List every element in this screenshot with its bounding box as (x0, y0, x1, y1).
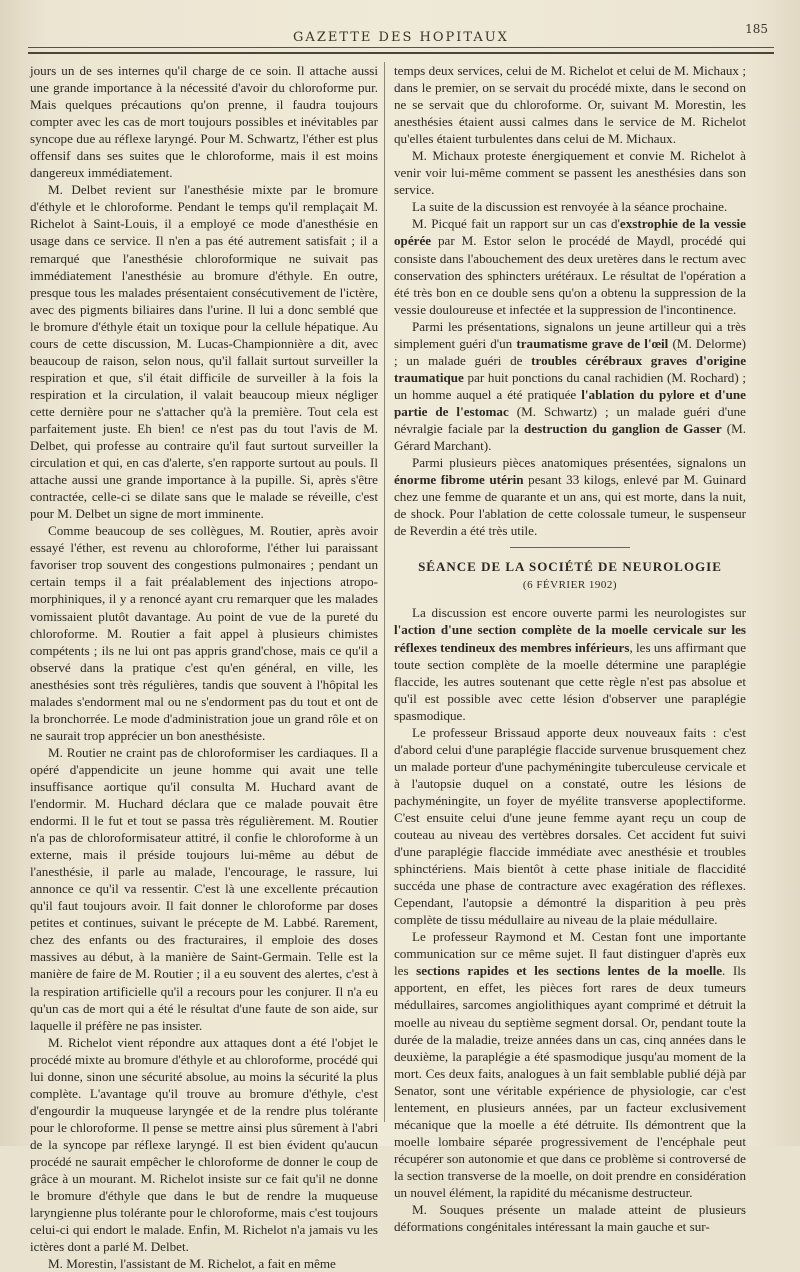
bold-term: l'ablation du pylore et d'une partie de l'estomac (394, 386, 746, 419)
bold-term: l'action d'une section complète de la moelle cervicale sur les réflexes tendineux des membres inférieurs (394, 622, 746, 655)
header-rule-thin (28, 47, 774, 48)
paragraph-neuro-4: M. Souques présente un malade atteint de plusieurs déformations congénitales intéressant la main gauche et sur- (394, 1202, 746, 1235)
page-number: 185 (745, 22, 768, 36)
bold-term: sections rapides et les sections lentes de la moelle (416, 963, 723, 979)
paragraph-picque: M. Picqué fait un rapport sur un cas d'exstrophie de la vessie opérée par M. Estor selon le procédé de Maydl, procédé qui consiste dans l'abouchement des deux uretères dans le rectum avec conservation des sphincters urétéraux. Le résultat de l'opération a été très bon en ce double sens qu'on a obtenu la suppression de la vessie douloureuse et infectée et la suppression de l'incontinence. (394, 216, 746, 317)
journal-title: GAZETTE DES HOPITAUX (293, 30, 509, 45)
paragraph: M. Routier ne craint pas de chloroformiser les cardiaques. Il a opéré d'appendicite un jeune homme qui avait une telle insuffisance aortique qu'il consulta M. Huchard avant de l'endormir. M. Huchard déclara que ce malade pouvait être endormi. Il le fut et tout se passa très régulièrement. M. Routier n'a pas de chloroformisateur attitré, il confie le chloroforme à un externe, mais il préside toujours lui-même au début de l'anesthésie, il parle au malade, l'encourage, le rassure, lui annonce ce qu'il va ressentir. C'est là une excellente précaution qu'il faut toujours avoir. Il fait donner le chloroforme par doses petites et continues, suivant le précepte de M. Labbé. Rarement, chez des enfants ou des fracturaires, il emploie des doses massives au début, à la manière de Saint-Germain. Telle est la manière de faire de M. Routier ; il a eu souvent des alertes, c'est à la respiration artificielle qu'il a recours pour les conjurer. Il n'a eu qu'un cas de mort qui a été le résultat d'une faute de son aide, sur laquelle il préfère ne pas insister. (30, 744, 378, 1033)
paragraph: jours un de ses internes qu'il charge de ce soin. Il attache aussi une grande importance à la nécessité d'avoir du chloroforme pur. Mais quelques précautions qu'on prenne, il faudra toujours compter avec les cas de mort toujours possibles et inévitables par syncope due au réflexe laryngé. Pour M. Schwartz, l'éther est plus offensif dans ses suites que le chloroforme, mais il est moins dangereux immédiatement. (30, 63, 378, 181)
paragraph-neuro-2: Le professeur Brissaud apporte deux nouveaux faits : c'est d'abord celui d'une paraplégie flaccide survenue brusquement chez un malade porteur d'une pachyméningite tuberculeuse cervicale et à l'autopsie duquel on a constaté, outre les lésions de pachyméningite, un foyer de myélite transverse apoplectiforme. C'est ensuite celui d'une jeune femme ayant reçu un coup de couteau au niveau des vertèbres dorsales. Cet accident fut suivi d'une paraplégie flaccide immédiate avec anesthésie et troubles sphinctériens. Mais bientôt à cette phase initiale de flaccidité succéda une phase de contracture avec exagération des réflexes. Cependant, l'autopsie a démontré la disparition à peu près complète de tissu médullaire au niveau de la plaie médullaire. (394, 724, 746, 928)
bold-term: troubles cérébraux graves d'origine traumatique (394, 352, 747, 385)
section-date: (6 FÉVRIER 1902) (522, 579, 618, 592)
paragraph: M. Delbet revient sur l'anesthésie mixte par le bromure d'éthyle et le chloroforme. Pendant le temps qu'il remplaçait M. Richelot à Saint-Louis, il a employé ce mode d'anesthésie en usage dans ce service. Il n'en a pas été autrement satisfait ; il a remarqué que l'anesthésie chloroformique ne suivait pas immédiatement l'anesthésie au bromure d'éthyle. En outre, presque tous les malades présentaient consécutivement de l'ictère, avec des pigments biliaires dans l'urine. Il lui a donc semblé que le bromure d'éthyle était un toxique pour la cellule hépatique. Au cours de cette discussion, M. Lucas-Championnière a dit, avec beaucoup de raison, selon nous, qu'il fallait surtout surveiller la respiration et que, s'il était difficile de surveiller à la fois la respiration et la circulation, il valait beaucoup mieux négliger cette dernière pour ne s'attacher qu'à la première. Tout cela est parfaitement juste. Eh bien! ce n'est pas du tout l'avis de M. Delbet, qui professe au contraire qu'il faut surtout surveiller la circulation et qui, en cas d'alerte, s'en rapporte surtout au pouls. Il attache aussi une grande importance à la pupille. Si, après s'être contractée, celle-ci se dilate sans que le malade se réveille, c'est pour M. Delbet un signe de mort imminente. (30, 182, 378, 522)
page-header (28, 20, 774, 64)
paragraph: M. Michaux proteste énergiquement et convie M. Richelot à venir voir lui-même comment se passent les anesthésies dans son service. (394, 148, 746, 198)
header-rule-thick (28, 52, 774, 54)
paragraph: La suite de la discussion est renvoyée à la séance prochaine. (412, 199, 728, 215)
paragraph: Comme beaucoup de ses collègues, M. Routier, après avoir essayé l'éther, est revenu au chloroforme, l'éther lui paraissant favoriser trop souvent des congestions pulmonaires ; pendant un certain temps il a fait préalablement des injections atropo-morphiniques, il y a renoncé ayant cru remarquer que les malades vomissaient plutôt davantage. Au point de vue de la pureté du chloroforme. M. Routier a fait appel à plusieurs chimistes compétents ; ils ne lui ont pas appris grand'chose, mais ce qu'il a observé dans la pratique c'est qu'en général, en ville, les anesthésies sont très régulières, tandis que souvent à l'hôpital les malades s'endorment mal ou ne s'endorment pas du tout et ont de la bronchorrée. Le mode d'administration joue un grand rôle et on ne saurait trop apprécier un bon anesthésiste. (30, 523, 378, 743)
section-title: SÉANCE DE LA SOCIÉTÉ DE NEUROLOGIE (418, 559, 722, 575)
bold-term: énorme fibrome utérin (394, 472, 524, 488)
bold-term: traumatisme grave de l'œil (516, 335, 669, 351)
right-column (394, 62, 746, 1235)
bold-term: exstrophie de la vessie opérée (394, 216, 746, 249)
left-column (30, 62, 378, 1272)
paragraph: M. Richelot vient répondre aux attaques dont a été l'objet le procédé mixte au bromure d'éthyle et au chloroforme, procédé qui lui donne, sinon une sécurité absolue, au moins la sécurité la plus complète. L'avantage qu'il trouve au bromure d'éthyle, c'est d'engourdir la muqueuse laryngée et de la rendre plus tolérante pour le chloroforme. Il pense se mettre ainsi plus sûrement à l'abri de la syncope par réflexe laryngé. Il est bien évident qu'aucun procédé ne saurait empêcher le chloroforme de donner le coup de grâce à un mourant. M. Richelot insiste sur ce fait qu'il ne donne le bromure d'éthyle que dans le but de rendre la muqueuse laryngienne plus tolérante pour le chloroforme, mais c'est toujours celui-ci qui endort le malade. Enfin, M. Richelot n'a jamais vu les ictères dont a parlé M. Delbet. (30, 1034, 378, 1255)
paragraph-neuro-1: La discussion est encore ouverte parmi les neurologistes sur l'action d'une section complète de la moelle cervicale sur les réflexes tendineux des membres inférieurs, les uns affirmant que toute section complète de la moelle détermine une paraplégie flaccide, les autres soutenant que cette règle n'est pas absolue et qu'il est possible avec cette lésion d'observer une paraplégie spasmodique. (394, 605, 747, 723)
paragraph-neuro-3: Le professeur Raymond et M. Cestan font une importante communication sur ce même sujet. Il faut distinguer d'après eux les sections rapides et les sections lentes de la moelle. Ils apportent, en effet, les pièces fort rares de deux tumeurs médullaires, sarcomes angiolithiques ayant comprimé et détruit la moelle au niveau du septième segment dorsal. Or, pendant toute la durée de la maladie, treize années dans un cas, cinq années dans le deuxième, la paraplégie a été spasmodique jusqu'au moment de la mort. Ces deux faits, analogues à un fait semblable publié déjà par Senator, sont une véritable expérience de physiologie, car c'est lentement, en plusieurs années, par un facteur exclusivement mécanique que la moelle a été détruite. Ils démontrent que la moelle lombaire séparée progressivement de l'encéphale peut récupérer son autonomie et que dans ce problème si controversé de la section transverse de la moelle, on doit prendre en considération un nouvel élément, la rapidité du mécanisme destructeur. (394, 929, 746, 1200)
paragraph: temps deux services, celui de M. Richelot et celui de M. Michaux ; dans le premier, on se servait du procédé mixte, dans le second on ne se servait que du chloroforme. Or, suivant M. Morestin, les anesthésies étaient aussi calmes dans le service de M. Richelot qu'elles étaient turbulentes dans celui de M. Michaux. (394, 63, 746, 147)
paragraph-presentations: Parmi les présentations, signalons un jeune artilleur qui a très simplement guéri d'un traumatisme grave de l'œil (M. Delorme) ; un malade guéri de troubles cérébraux graves d'origine traumatique par huit ponctions du canal rachidien (M. Rochard) ; un homme auquel a été pratiquée l'ablation du pylore et d'une partie de l'estomac (M. Schwartz) ; un malade guéri d'une névralgie faciale par la destruction du ganglion de Gasser (M. Gérard Marchant). (394, 318, 747, 454)
section-separator (510, 547, 630, 548)
paragraph: M. Morestin, l'assistant de M. Richelot, a fait en même (48, 1256, 336, 1272)
bold-term: destruction du ganglion de Gasser (523, 420, 722, 436)
column-divider (384, 62, 385, 1122)
paragraph-pieces: Parmi plusieurs pièces anatomiques présentées, signalons un énorme fibrome utérin pesant 33 kilogs, enlevé par M. Guinard chez une femme de quarante et un ans, qui est morte, dans la nuit, de shock. Pour l'ablation de cette colossale tumeur, le suspenseur de Reverdin a été très utile. (394, 455, 747, 539)
